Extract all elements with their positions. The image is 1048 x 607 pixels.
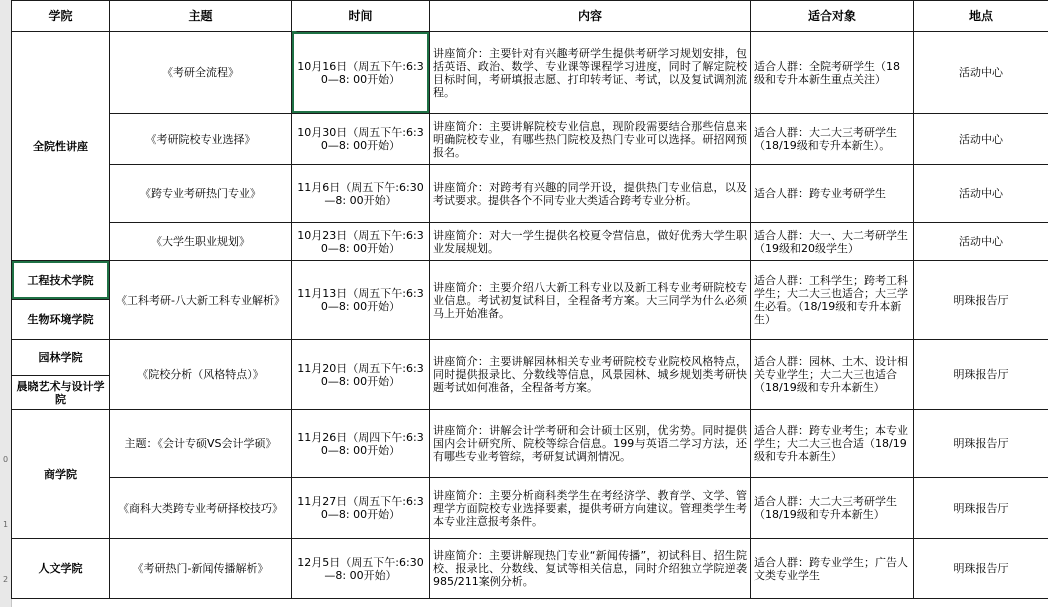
audience-cell[interactable]: 适合人群：跨专业考生；本专业学生；大二大三也合适（18/19级和专升本新生）: [751, 410, 914, 478]
content-cell[interactable]: 讲座简介：主要讲解现热门专业“新闻传播”，初试科目、招生院校、报录比、分数线、复试等相关信息，同时介绍独立学院逆袭985/211案例分析。: [430, 539, 751, 599]
topic-cell[interactable]: 《工科考研-八大新工科专业解析》: [110, 261, 292, 340]
location-cell[interactable]: 明珠报告厅: [914, 478, 1048, 539]
college-cell[interactable]: 工程技术学院: [12, 261, 110, 300]
table-row: [12, 340, 1048, 376]
header-audience[interactable]: 适合对象: [751, 1, 914, 32]
lecture-schedule-table: [11, 0, 1048, 599]
table-row: [12, 114, 1048, 165]
time-cell[interactable]: 11月20日（周五下午:6:30—8: 00开始）: [292, 340, 430, 410]
content-cell[interactable]: 讲座简介：对大一学生提供名校夏令营信息，做好优秀大学生职业发展规划。: [430, 223, 751, 261]
time-cell[interactable]: 11月27日（周五下午:6:30—8: 00开始）: [292, 478, 430, 539]
location-cell[interactable]: 活动中心: [914, 114, 1048, 165]
table-row: [12, 261, 1048, 300]
audience-cell[interactable]: 适合人群：大一、大二考研学生（19级和20级学生）: [751, 223, 914, 261]
topic-cell[interactable]: 《考研院校专业选择》: [110, 114, 292, 165]
location-cell[interactable]: 活动中心: [914, 165, 1048, 223]
row-number: 1: [2, 520, 9, 529]
header-row: [12, 1, 1048, 32]
table-row: [12, 539, 1048, 599]
header-location[interactable]: 地点: [914, 1, 1048, 32]
location-cell[interactable]: 明珠报告厅: [914, 340, 1048, 410]
topic-cell[interactable]: 《大学生职业规划》: [110, 223, 292, 261]
college-cell[interactable]: 人文学院: [12, 539, 110, 599]
content-cell[interactable]: 讲座简介：主要介绍八大新工科专业以及新工科专业考研院校专业信息。考试初复试科目，全程备考方案。大三同学为什么必须马上开始准备。: [430, 261, 751, 340]
topic-cell[interactable]: 《院校分析（风格特点）》: [110, 340, 292, 410]
college-cell[interactable]: 生物环境学院: [12, 300, 110, 340]
topic-cell[interactable]: 《考研热门-新闻传播解析》: [110, 539, 292, 599]
audience-cell[interactable]: 适合人群：大二大三考研学生（18/19级和专升本新生）。: [751, 114, 914, 165]
college-cell[interactable]: 商学院: [12, 410, 110, 539]
audience-cell[interactable]: 适合人群：跨专业学生；广告人文类专业学生: [751, 539, 914, 599]
content-cell[interactable]: 讲座简介：主要分析商科类学生在考经济学、教育学、文学、管理学方面院校专业选择要素，提供考研方向建议。管理类学生考本专业注意报考条件。: [430, 478, 751, 539]
college-cell[interactable]: 园林学院: [12, 340, 110, 376]
header-content[interactable]: 内容: [430, 1, 751, 32]
content-cell[interactable]: 讲座简介：主要讲解园林相关专业考研院校专业院校风格特点，同时提供报录比、分数线等信息，风景园林、城乡规划类考研快题考试如何准备，全程备考方案。: [430, 340, 751, 410]
header-time[interactable]: 时间: [292, 1, 430, 32]
table-row: [12, 165, 1048, 223]
content-cell[interactable]: 讲座简介：主要针对有兴趣考研学生提供考研学习规划安排，包括英语、政治、数学、专业课等课程学习进度，同时了解定院校目标时间，考研填报志愿、打印转考证、考试，以及复试调剂流程。: [430, 32, 751, 114]
topic-cell[interactable]: 《商科大类跨专业考研择校技巧》: [110, 478, 292, 539]
audience-cell[interactable]: 适合人群：跨专业考研学生: [751, 165, 914, 223]
college-cell[interactable]: 晨晓艺术与设计学院: [12, 376, 110, 410]
content-cell[interactable]: 讲座简介：主要讲解院校专业信息，现阶段需要结合那些信息来明确院校专业，有哪些热门院校及热门专业可以选择。研招网预报名。: [430, 114, 751, 165]
location-cell[interactable]: 明珠报告厅: [914, 261, 1048, 340]
location-cell[interactable]: 活动中心: [914, 32, 1048, 114]
time-cell[interactable]: 11月6日（周五下午:6:30—8: 00开始）: [292, 165, 430, 223]
header-college[interactable]: 学院: [12, 1, 110, 32]
audience-cell[interactable]: 适合人群：工科学生；跨考工科学生；大二大三也适合；大三学生必看。（18/19级和专升本新生）: [751, 261, 914, 340]
audience-cell[interactable]: 适合人群：大二大三考研学生（18/19级和专升本新生）: [751, 478, 914, 539]
time-cell[interactable]: 11月26日（周四下午:6:30—8: 00开始）: [292, 410, 430, 478]
table-row: [12, 478, 1048, 539]
time-cell[interactable]: 10月30日（周五下午:6:30—8: 00开始）: [292, 114, 430, 165]
row-number: 0: [2, 455, 9, 464]
content-cell[interactable]: 讲座简介：对跨考有兴趣的同学开设，提供热门专业信息，以及考试要求。提供各个不同专业大类适合跨考专业分析。: [430, 165, 751, 223]
time-cell[interactable]: 11月13日（周五下午:6:30—8: 00开始）: [292, 261, 430, 340]
content-cell[interactable]: 讲座简介：讲解会计学考研和会计硕士区别，优劣势。同时提供国内会计研究所、院校等综合信息。199与英语二学习方法，还有哪些专业考管综，考研复试调剂情况。: [430, 410, 751, 478]
location-cell[interactable]: 活动中心: [914, 223, 1048, 261]
audience-cell[interactable]: 适合人群：全院考研学生（18级和专升本新生重点关注）: [751, 32, 914, 114]
topic-cell[interactable]: 《考研全流程》: [110, 32, 292, 114]
header-topic[interactable]: 主题: [110, 1, 292, 32]
time-cell[interactable]: 10月16日（周五下午:6:30—8: 00开始）: [292, 32, 430, 114]
location-cell[interactable]: 明珠报告厅: [914, 539, 1048, 599]
row-number: 2: [2, 575, 9, 584]
location-cell[interactable]: 明珠报告厅: [914, 410, 1048, 478]
topic-cell[interactable]: 主题：《会计专硕VS会计学硕》: [110, 410, 292, 478]
college-cell[interactable]: 全院性讲座: [12, 32, 110, 261]
time-cell[interactable]: 12月5日（周五下午:6:30—8: 00开始）: [292, 539, 430, 599]
table-row: [12, 32, 1048, 114]
audience-cell[interactable]: 适合人群：园林、土木、设计相关专业学生；大二大三也适合（18/19级和专升本新生）: [751, 340, 914, 410]
table-row: [12, 223, 1048, 261]
topic-cell[interactable]: 《跨专业考研热门专业》: [110, 165, 292, 223]
time-cell[interactable]: 10月23日（周五下午:6:30—8: 00开始）: [292, 223, 430, 261]
table-row: [12, 410, 1048, 478]
comment-marker-icon: [292, 31, 297, 36]
